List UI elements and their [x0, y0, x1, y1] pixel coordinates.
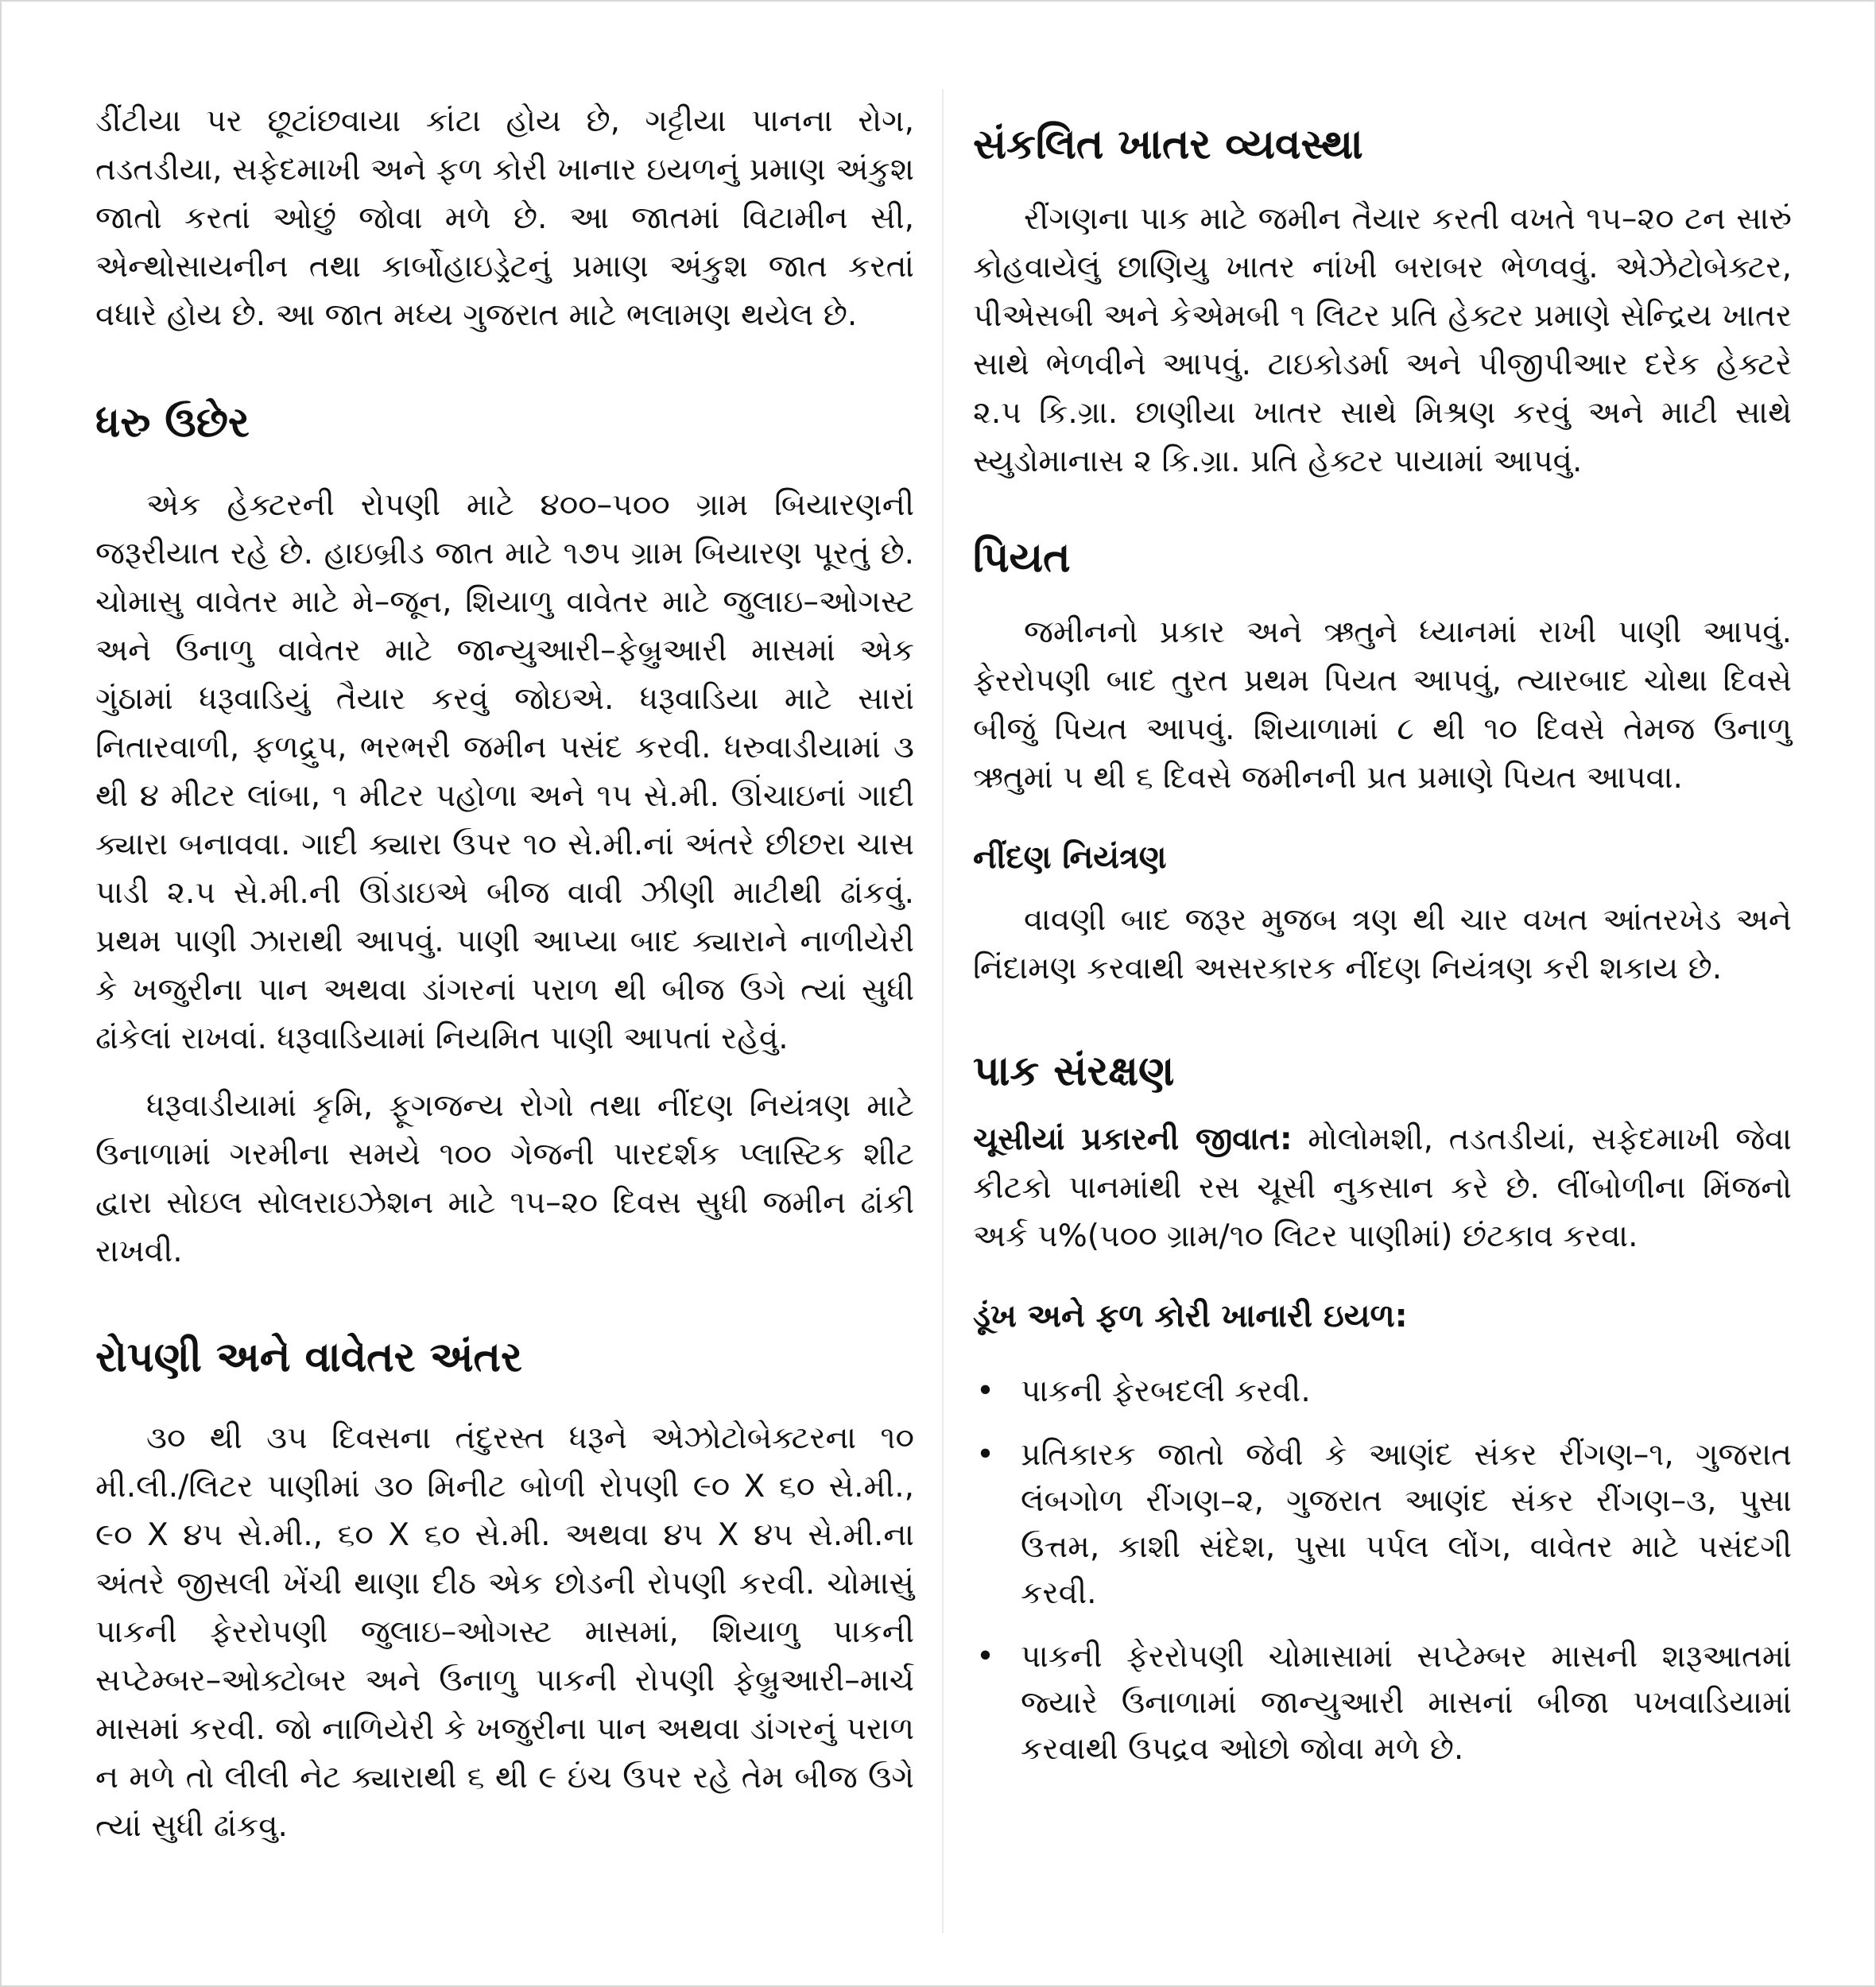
plant-protection-heading: પાક સંરક્ષણ: [973, 1048, 1175, 1095]
intro-paragraph: ડીંટીયા પર છૂટાંછવાયા કાંટા હોય છે, ગટ્ટીયા પાનના રોગ, તડતડીયા, સફેદમાખી અને ફળ કોરી ખાનાર ઇયળનું પ્રમાણ અંકુશ જાતો કરતાં ઓછું જોવા મળે છે. આ જાતમાં વિટામીન સી, એન્થોસાયનીન તથા કાર્બોહાઇડ્રેટનું પ્રમાણ અંકુશ જાત કરતાં વધારે હોય છે. આ જાત મધ્ય ગુજરાત માટે ભલામણ થયેલ છે.: [95, 103, 914, 333]
list-item: [973, 1369, 1792, 1415]
nursery-heading: ધરુ ઉછેર: [95, 399, 250, 447]
nursery-paragraph-1: એક હેક્ટરની રોપણી માટે ૪૦૦–૫૦૦ ગ્રામ બિયારણની જરૂરીયાત રહે છે. હાઇબ્રીડ જાત માટે ૧૭૫ ગ્રામ બિયારણ પૂરતું છે. ચોમાસુ વાવેતર માટે મે–જૂન, શિયાળુ વાવેતર માટે જુલાઇ–ઓગસ્ટ અને ઉનાળુ વાવેતર માટે જાન્યુઆરી–ફેબ્રુઆરી માસમાં એક ગુંઠામાં ધરૂવાડિયું તૈયાર કરવું જોઇએ. ધરૂવાડિયા માટે સારાં નિતારવાળી, ફળદ્રુપ, ભરભરી જમીન પસંદ કરવી. ધરુવાડીયામાં ૩ થી ૪ મીટર લાંબા, ૧ મીટર પહોળા અને ૧૫ સે.મી. ઊંચાઇનાં ગાદી ક્યારા બનાવવા. ગાદી ક્યારા ઉપર ૧૦ સે.મી.નાં અંતરે છીછરા ચાસ પાડી ૨.૫ સે.મી.ની ઊંડાઇએ બીજ વાવી ઝીણી માટીથી ઢાંકવું. પ્રથમ પાણી ઝારાથી આપવું. પાણી આપ્યા બાદ ક્યારાને નાળીયેરી કે ખજુરીના પાન અથવા ડાંગરનાં પરાળ થી બીજ ઉગે ત્યાં સુધી ઢાંકેલાં રાખવાં. ધરૂવાડિયામાં નિયમિત પાણી આપતાં રહેવું.: [95, 487, 914, 1056]
weed-control-paragraph: વાવણી બાદ જરૂર મુજબ ત્રણ થી ચાર વખત આંતરખેડ અને નિંદામણ કરવાથી અસરકારક નીંદણ નિયંત્રણ કરી શકાય છે.: [973, 902, 1792, 986]
planting-heading: રોપણી અને વાવેતર અંતર: [95, 1334, 522, 1381]
borer-control-list: [973, 1369, 1792, 1772]
sucking-pests-text: મોલોમશી, તડતડીયાં, સફેદમાખી જેવા કીટકો પાનમાંથી રસ ચૂસી નુકસાન કરે છે. લીંબોળીના મિંજનો અર્ક ૫%(૫૦૦ ગ્રામ/૧૦ લિટર પાણીમાં) છંટકાવ કરવા.: [973, 1121, 1792, 1254]
list-item-text: પાકની ફેરરોપણી ચોમાસામાં સપ્ટેમ્બર માસની શરૂઆતમાં જ્યારે ઉનાળામાં જાન્યુઆરી માસનાં બીજા પખવાડિયામાં કરવાથી ઉપદ્રવ ઓછો જોવા મળે છે.: [1021, 1639, 1792, 1767]
bullet-icon: •: [976, 1373, 995, 1409]
irrigation-heading: પિયત: [973, 534, 1071, 582]
borer-heading: ડૂંખ અને ફળ કોરી ખાનારી ઇયળ:: [973, 1298, 1408, 1334]
irrigation-paragraph: જમીનનો પ્રકાર અને ઋતુને ધ્યાનમાં રાખી પાણી આપવું. ફેરરોપણી બાદ તુરત પ્રથમ પિયત આપવું, ત્યારબાદ ચોથા દિવસે બીજું પિયત આપવું. શિયાળામાં ૮ થી ૧૦ દિવસે તેમજ ઉનાળુ ઋતુમાં ૫ થી ૬ દિવસે જમીનની પ્રત પ્રમાણે પિયત આપવા.: [973, 614, 1792, 796]
nursery-paragraph-2: ધરૂવાડીયામાં કૃમિ, ફૂગજન્ય રોગો તથા નીંદણ નિયંત્રણ માટે ઉનાળામાં ગરમીના સમયે ૧૦૦ ગેજની પારદર્શક પ્લાસ્ટિક શીટ દ્વારા સોઇલ સોલરાઇઝેશન માટે ૧૫–૨૦ દિવસ સુધી જમીન ઢાંકી રાખવી.: [95, 1088, 914, 1269]
list-item: [973, 1432, 1792, 1617]
weed-control-heading: નીંદણ નિયંત્રણ: [973, 839, 1167, 876]
planting-paragraph: ૩૦ થી ૩૫ દિવસના તંદુરસ્ત ધરૂને એઝોટોબેક્ટરના ૧૦ મી.લી./લિટર પાણીમાં ૩૦ મિનીટ બોળી રોપણી ૯૦ X ૬૦ સે.મી., ૯૦ X ૪૫ સે.મી., ૬૦ X ૬૦ સે.મી. અથવા ૪૫ X ૪૫ સે.મી.ના અંતરે જીસલી ખેંચી થાણા દીઠ એક છોડની રોપણી કરવી. ચોમાસું પાકની ફેરરોપણી જુલાઇ–ઓગસ્ટ માસમાં, શિયાળુ પાકની સપ્ટેમ્બર–ઓક્ટોબર અને ઉનાળુ પાકની રોપણી ફેબ્રુઆરી–માર્ચ માસમાં કરવી. જો નાળિયેરી કે ખજુરીના પાન અથવા ડાંગરનું પરાળ ન મળે તો લીલી નેટ ક્યારાથી ૬ થી ૯ ઇંચ ઉપર રહે તેમ બીજ ઉગે ત્યાં સુધી ઢાંકવુ.: [95, 1420, 914, 1844]
bullet-icon: •: [976, 1437, 995, 1473]
fertilizer-heading: સંકલિત ખાતર વ્યવસ્થા: [973, 121, 1363, 168]
fertilizer-paragraph: રીંગણના પાક માટે જમીન તૈયાર કરતી વખતે ૧૫–૨૦ ટન સારું કોહવાયેલું છાણિયુ ખાતર નાંખી બરાબર ભેળવવું. એઝેટોબેક્ટર, પીએસબી અને કેએમબી ૧ લિટર પ્રતિ હેક્ટર પ્રમાણે સેન્દ્રિય ખાતર સાથે ભેળવીને આપવું. ટાઇકોડર્મા અને પીજીપીઆર દરેક હેક્ટરે ૨.૫ કિ.ગ્રા. છાણીયા ખાતર સાથે મિશ્રણ કરવું અને માટી સાથે સ્યુડોમાનાસ ૨ કિ.ગ્રા. પ્રતિ હેક્ટર પાયામાં આપવું.: [973, 201, 1792, 479]
sucking-pests-paragraph: [973, 1115, 1792, 1261]
right-column: [973, 117, 1792, 1790]
list-item-text: પાકની ફેરબદલી કરવી.: [1021, 1373, 1311, 1409]
list-item: [973, 1634, 1792, 1772]
sucking-pests-label: ચૂસીયાં પ્રકારની જીવાત:: [973, 1121, 1293, 1157]
bullet-icon: •: [976, 1639, 995, 1675]
left-column: [95, 97, 914, 1850]
list-item-text: પ્રતિકારક જાતો જેવી કે આણંદ સંકર રીંગણ–૧, ગુજરાત લંબગોળ રીંગણ–૨, ગુજરાત આણંદ સંકર રીંગણ–૩, પુસા ઉત્તમ, કાશી સંદેશ, પુસા પર્પલ લોંગ, વાવેતર માટે પસંદગી કરવી.: [1021, 1437, 1792, 1611]
column-divider: [942, 89, 944, 1933]
